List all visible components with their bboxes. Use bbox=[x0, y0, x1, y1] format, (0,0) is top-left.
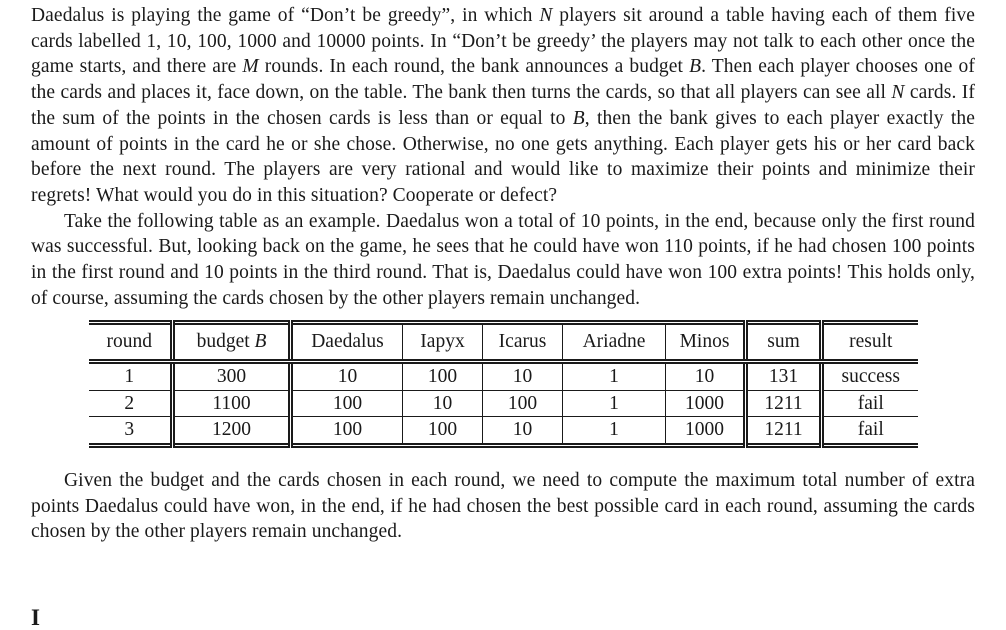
table-header-cell: sum bbox=[746, 323, 822, 362]
table-header-cell: Minos bbox=[666, 323, 746, 362]
table-cell: fail bbox=[822, 390, 918, 417]
table-header-row bbox=[89, 323, 918, 362]
table-header-cell: Iapyx bbox=[403, 323, 483, 362]
table-cell: 1100 bbox=[173, 390, 291, 417]
problem-paragraph: Daedalus is playing the game of “Don’t be greedy”, in which N players sit around a table having each of them five cards labelled 1, 10, 100, 1000 and 10000 points. In “Don’t be greedy’ the players may not talk to each other once the game starts, and there are M rounds. In each round, the bank announces a budget B. Then each player chooses one of the cards and places it, face down, on the table. The bank then turns the cards, so that all players can see all N cards. If the sum of the points in the chosen cards is less than or equal to B, then the bank gives to each player exactly the amount of points in the card he or she chose. Otherwise, no one gets anything. Each player gets his or her card back before the next round. The players are very rational and would like to maximize their points and minimize their regrets! What would you do in this situation? Cooperate or defect? bbox=[31, 5, 975, 206]
table-cell: 10 bbox=[483, 417, 563, 446]
example-table-wrap bbox=[31, 320, 975, 448]
table-row bbox=[89, 390, 918, 417]
table-header-cell: result bbox=[822, 323, 918, 362]
table-cell: 1 bbox=[563, 390, 666, 417]
table-row bbox=[89, 362, 918, 391]
table-cell: success bbox=[822, 362, 918, 391]
table-cell: 1 bbox=[563, 362, 666, 391]
table-cell: 300 bbox=[173, 362, 291, 391]
next-section-heading-letter: I bbox=[31, 605, 40, 630]
next-section-heading-fragment bbox=[31, 605, 40, 630]
table-cell: 100 bbox=[483, 390, 563, 417]
table-cell: 2 bbox=[89, 390, 173, 417]
table-cell: 100 bbox=[291, 417, 403, 446]
table-cell: fail bbox=[822, 417, 918, 446]
table-cell: 1000 bbox=[666, 390, 746, 417]
example-paragraph: Take the following table as an example. Daedalus won a total of 10 points, in the end, because only the first round was successful. But, looking back on the game, he sees that he could have won 110 points, if he had chosen 100 points in the first round and 10 points in the third round. That is, Daedalus could have won 100 extra points! This holds only, of course, assuming the cards chosen by the other players remain unchanged. bbox=[31, 210, 975, 309]
table-cell: 1200 bbox=[173, 417, 291, 446]
table-cell: 100 bbox=[403, 362, 483, 391]
table-header-cell: Daedalus bbox=[291, 323, 403, 362]
table-row bbox=[89, 417, 918, 446]
table-header-cell: Ariadne bbox=[563, 323, 666, 362]
table-header-cell: round bbox=[89, 323, 173, 362]
table-cell: 3 bbox=[89, 417, 173, 446]
table-header-cell: budget B bbox=[173, 323, 291, 362]
table-cell: 10 bbox=[291, 362, 403, 391]
table-cell: 1211 bbox=[746, 390, 822, 417]
table-cell: 100 bbox=[403, 417, 483, 446]
table-header-cell: Icarus bbox=[483, 323, 563, 362]
table-cell: 1 bbox=[89, 362, 173, 391]
table-cell: 1211 bbox=[746, 417, 822, 446]
table-cell: 10 bbox=[666, 362, 746, 391]
table-body bbox=[89, 362, 918, 446]
example-table bbox=[89, 320, 918, 448]
table-cell: 10 bbox=[403, 390, 483, 417]
table-cell: 1000 bbox=[666, 417, 746, 446]
table-cell: 100 bbox=[291, 390, 403, 417]
table-cell: 10 bbox=[483, 362, 563, 391]
table-cell: 1 bbox=[563, 417, 666, 446]
task-paragraph: Given the budget and the cards chosen in each round, we need to compute the maximum total number of extra points Daedalus could have won, in the end, if he had chosen the best possible card in each round, assuming the cards chosen by the other players remain unchanged. bbox=[31, 469, 975, 543]
table-cell: 131 bbox=[746, 362, 822, 391]
